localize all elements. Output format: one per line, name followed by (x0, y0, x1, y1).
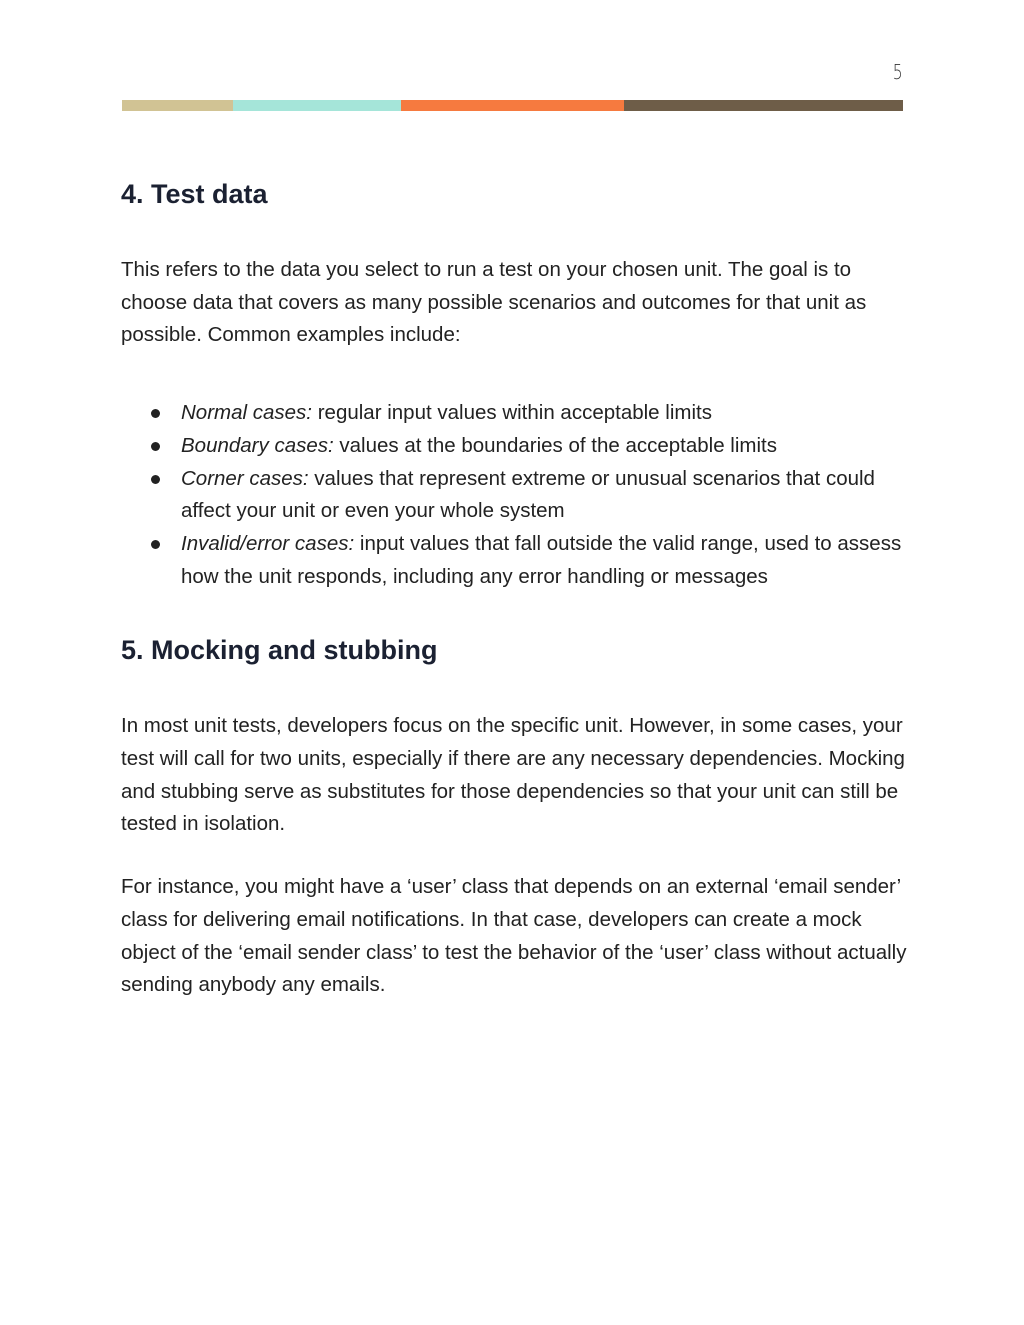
list-item-term: Invalid/error cases: (181, 531, 355, 555)
bullet-icon (151, 409, 160, 418)
body-paragraph: This refers to the data you select to run a test on your chosen unit. The goal is to choose data that covers as many possible scenarios and outcomes for that unit as possible. Common examples include: (121, 258, 867, 347)
color-bar-segment (401, 100, 624, 111)
color-bar-segment (624, 100, 903, 111)
header-color-bar (122, 100, 903, 111)
list-item (121, 528, 911, 593)
bullet-icon (151, 442, 160, 451)
section-heading: 4. Test data (121, 179, 268, 209)
bullet-icon (151, 540, 160, 549)
body-paragraph: In most unit tests, developers focus on the specific unit. However, in some cases, your test will call for two units, especially if there are any necessary dependencies. Mocking and stubbing serve as substitutes for those dependencies so that your unit can still be tested in isolation. (121, 714, 905, 836)
list-item-text: input values that fall outside the valid range, used to assess how the unit responds, including any error handling or messages (181, 531, 902, 588)
list-item-text: values at the boundaries of the acceptable limits (333, 433, 777, 457)
section-heading: 5. Mocking and stubbing (121, 635, 438, 666)
section-mocking-and-stubbing (121, 628, 911, 1002)
color-bar-segment (122, 100, 233, 111)
list-item (121, 430, 911, 463)
list-item-term: Normal cases: (181, 401, 313, 425)
list-item (121, 397, 911, 430)
page-number: 5 (893, 60, 903, 84)
body-paragraph: For instance, you might have a ‘user’ class that depends on an external ‘email sender’ class for delivering email notifications. In that case, developers can create a mock object of the ‘email sender class’ to test the behavior of the ‘user’ class without actually sending anybody any emails. (121, 875, 907, 997)
list-item-term: Corner cases: (181, 466, 309, 490)
list-item-text: values that represent extreme or unusual scenarios that could affect your unit or even your whole system (181, 466, 875, 523)
list-item-text: regular input values within acceptable limits (312, 401, 712, 425)
color-bar-segment (233, 100, 401, 111)
document-body (121, 172, 911, 1002)
bullet-icon (151, 475, 160, 484)
section-test-data (121, 172, 911, 593)
list-item (121, 463, 911, 528)
test-data-list (121, 397, 911, 593)
list-item-term: Boundary cases: (181, 433, 334, 457)
